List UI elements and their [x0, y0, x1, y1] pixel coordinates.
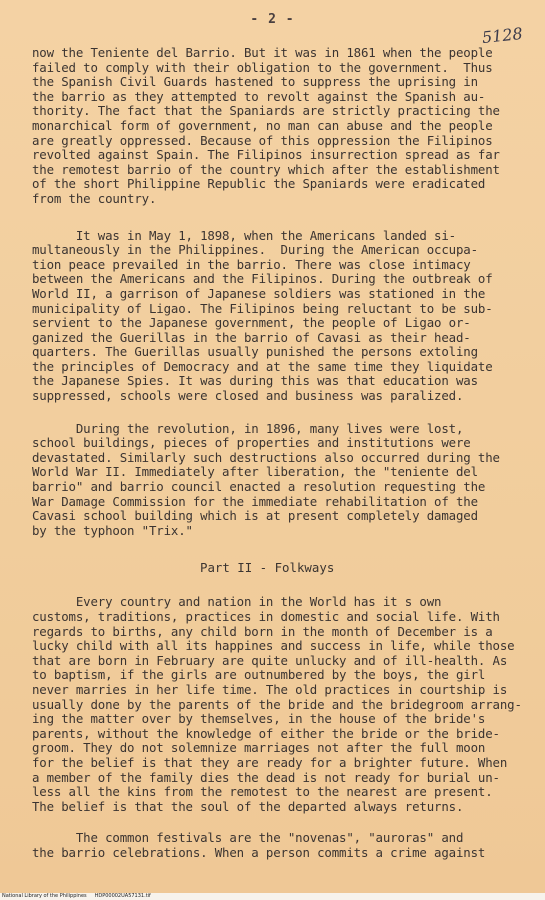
- document-body: [32, 45, 522, 861]
- paragraph-revolution: During the revolution, in 1896, many lives were lost, school buildings, pieces of properties and institutions were devastated. Similarly such destructions also occurred during the World War II. Immediately after liberation, the "teniente del barrio" and barrio council enacted a resolution requesting the War Damage Commission for the immediate rehabilitation of the Cavasi school building which is at present completely damaged by the typhoon "Trix.": [32, 420, 500, 538]
- page-number: - 2 -: [250, 12, 295, 27]
- footer-bar: [0, 893, 545, 900]
- paragraph-american-era: It was in May 1, 1898, when the Americans landed si- multaneously in the Philippines. During the American occupa- tion peace prevailed in the barrio. There was close intimacy between the Americans and the Filipinos. During the outbreak of World II, a garrison of Japanese soldiers was stationed in the municipality of Ligao. The Filipinos being reluctant to be sub- servient to the Japanese government, the people of Ligao or- ganized the Guerillas in the barrio of Cavasi as their head- quarters. The Guerillas usually punished the persons extoling the principles of Democracy and at the same time they liquidate the Japanese Spies. It was during this was that education was suppressed, schools were closed and business was paralized.: [32, 227, 493, 404]
- paragraph-festivals: The common festivals are the "novenas", "auroras" and the barrio celebrations. When a person commits a crime against: [32, 830, 486, 860]
- paragraph-spanish-era: now the Teniente del Barrio. But it was in 1861 when the people failed to comply with their obligation to the government. Thus the Spanish Civil Guards hastened to suppress the uprising in the barrio as they attempted to revolt against the Spanish au- thority. The fact that the Spaniards are strictly practicing the monarchical form of government, no man can abuse and the people are greatly oppressed. Because of this oppression the Filipinos revolted against Spain. The Filipinos insurrection spread as far the remotest barrio of the country which after the establishment of the short Philippine Republic the Spaniards were eradicated from the country.: [32, 45, 500, 206]
- handwritten-page-annotation: 5128: [481, 23, 524, 48]
- section-heading: Part II - Folkways: [200, 560, 335, 576]
- paragraph-customs: Every country and nation in the World has it s own customs, traditions, practices in domestic and social life. With regards to births, any child born in the month of December is a lucky child with all its happines and success in life, while those that are born in February are quite unlucky and of ill-health. As to baptism, if the girls are outnumbered by the boys, the girl never marries in her life time. The old practices in courtship is usually done by the parents of the bride and the bridegroom arrang- ing the matter over by themselves, in the house of the bride's parents, without the knowledge of either the bride or the bride- groom. They do not solemnize marriages not after the full moon for the belief is that they are ready for a brighter future. When a member of the family dies the dead is not ready for burial un- less all the kins from the remotest to the nearest are present. The belief is that the soul of the departed always returns.: [32, 594, 522, 814]
- footer-caption: National Library of the Philippines HDP00002UA57131.tif: [2, 893, 151, 899]
